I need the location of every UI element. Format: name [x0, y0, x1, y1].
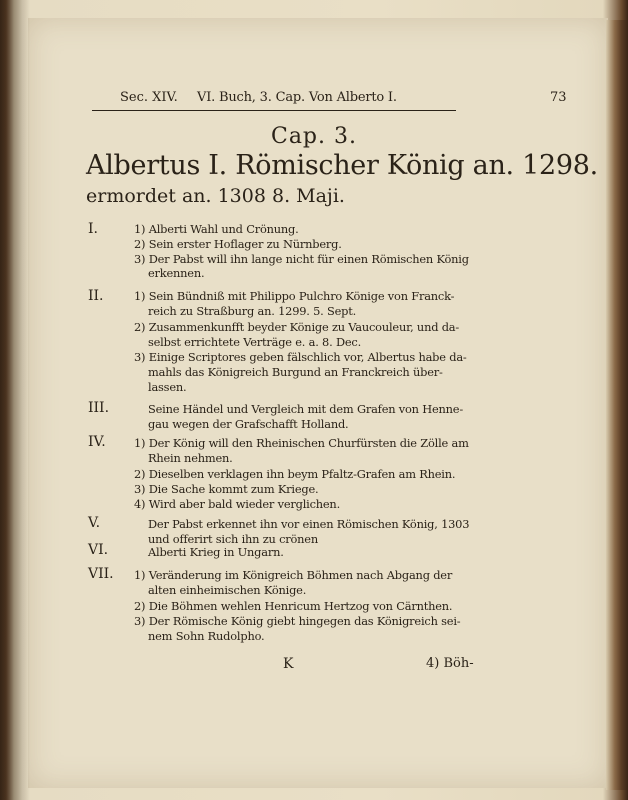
entry-line: alten einheimischen Könige.: [148, 583, 307, 597]
entry-line: reich zu Straßburg an. 1299. 5. Sept.: [148, 304, 357, 318]
entry-line: erkennen.: [148, 266, 205, 280]
header-book-chapter: VI. Buch, 3. Cap. Von Alberto I.: [197, 90, 397, 105]
entry-number: IV.: [88, 434, 106, 450]
entry-line: 4) Wird aber bald wieder verglichen.: [134, 497, 340, 511]
entry-line: Der Pabst erkennet ihn vor einen Römischen König, 1303: [148, 517, 470, 531]
entry-line: 1) Veränderung im Königreich Böhmen nach Abgang der: [134, 568, 453, 582]
entry-line: 1) Sein Bündniß mit Philippo Pulchro Könige von Franck-: [134, 289, 455, 303]
header-section: Sec. XIV.: [120, 90, 178, 105]
catchword: 4) Böh-: [426, 656, 474, 671]
entry-line: lassen.: [148, 380, 187, 394]
entry-line: Seine Händel und Vergleich mit dem Grafen von Henne-: [148, 402, 463, 416]
entry-number: III.: [88, 400, 110, 416]
entry-number: VI.: [88, 542, 109, 558]
entry-line: 2) Dieselben verklagen ihn beym Pfaltz-Grafen am Rhein.: [134, 467, 456, 481]
chapter-title: Albertus I. Römischer König an. 1298.: [86, 150, 598, 181]
entry-line: 2) Die Böhmen wehlen Henricum Hertzog von Cärnthen.: [134, 599, 453, 613]
entry-line: mahls das Königreich Burgund an Franckreich über-: [148, 365, 443, 379]
signature-mark: K: [283, 656, 294, 672]
entry-number: VII.: [88, 566, 114, 582]
entry-line: 2) Zusammenkunfft beyder Könige zu Vaucouleur, und da-: [134, 320, 460, 334]
entry-line: 3) Der Pabst will ihn lange nicht für einen Römischen König: [134, 252, 469, 266]
entry-number: V.: [88, 515, 101, 531]
page-number: 73: [550, 90, 567, 105]
entry-line: 2) Sein erster Hoflager zu Nürnberg.: [134, 237, 342, 251]
entry-line: Rhein nehmen.: [148, 451, 233, 465]
chapter-subtitle: ermordet an. 1308 8. Maji.: [86, 185, 345, 207]
entry-line: selbst errichtete Verträge e. a. 8. Dec.: [148, 335, 362, 349]
entry-line: nem Sohn Rudolpho.: [148, 629, 265, 643]
entry-number: II.: [88, 288, 104, 304]
entry-line: gau wegen der Grafschafft Holland.: [148, 417, 349, 431]
entry-number: I.: [88, 221, 98, 237]
entry-line: Alberti Krieg in Ungarn.: [148, 545, 284, 559]
entry-line: 3) Die Sache kommt zum Kriege.: [134, 482, 319, 496]
entry-line: 3) Einige Scriptores geben fälschlich vor, Albertus habe da-: [134, 350, 467, 364]
chapter-heading: Cap. 3.: [270, 124, 357, 149]
entry-line: und offerirt sich ihn zu crönen: [148, 532, 318, 546]
entry-line: 3) Der Römische König giebt hingegen das Königreich sei-: [134, 614, 461, 628]
entry-line: 1) Alberti Wahl und Crönung.: [134, 222, 299, 236]
entry-line: 1) Der König will den Rheinischen Churfürsten die Zölle am: [134, 436, 469, 450]
